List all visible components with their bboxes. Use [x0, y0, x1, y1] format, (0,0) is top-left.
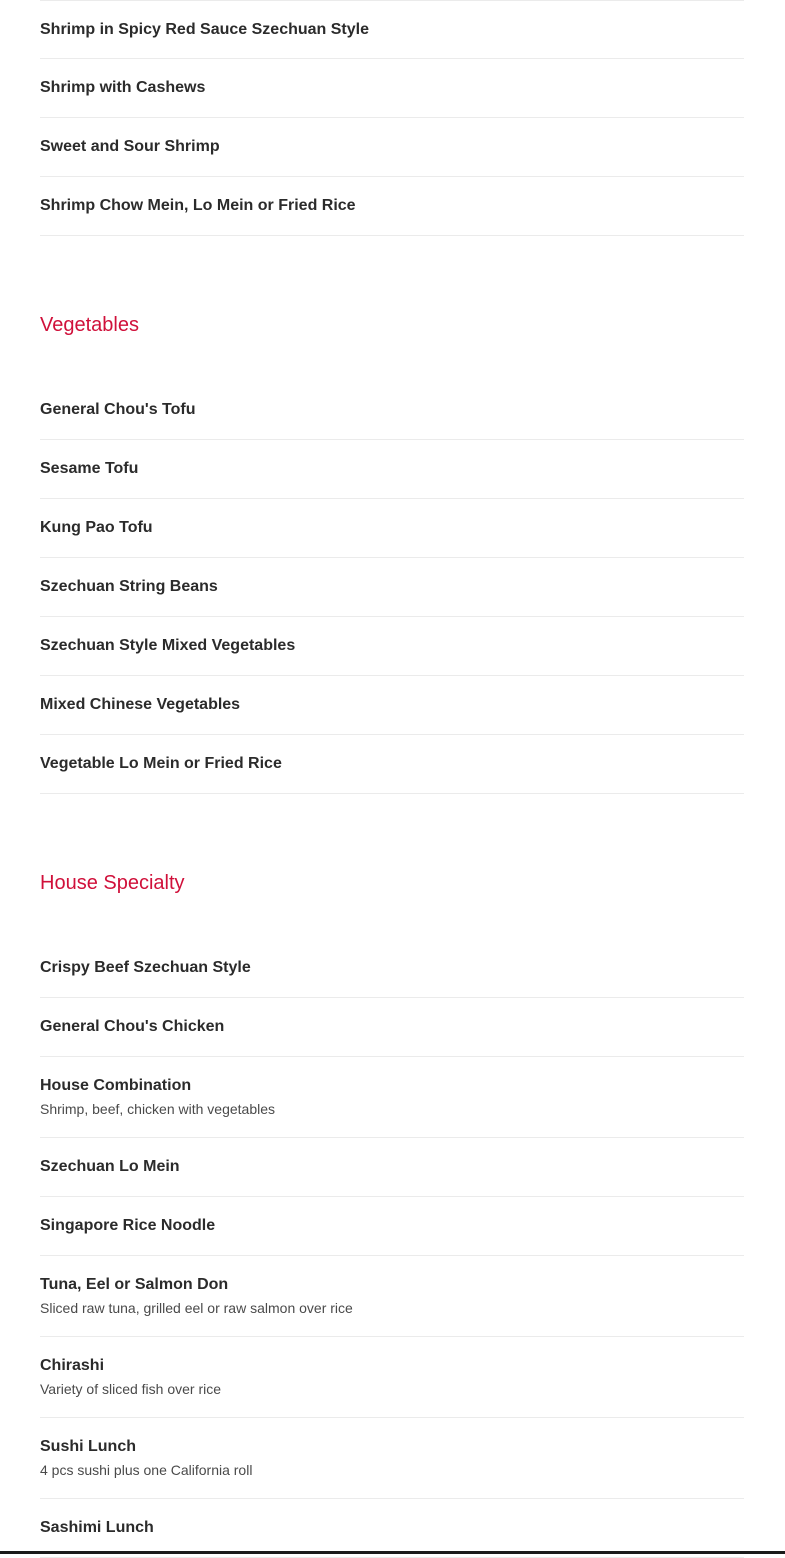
menu-item[interactable] [40, 59, 744, 118]
menu-item-name: Szechuan Style Mixed Vegetables [40, 637, 296, 654]
menu-item-name: Sesame Tofu [40, 460, 139, 477]
menu-item-name: Sushi Lunch [40, 1437, 136, 1455]
menu-item-name: Kung Pao Tofu [40, 519, 153, 536]
menu-page [40, 0, 744, 1558]
menu-item-name: Szechuan String Beans [40, 578, 218, 595]
section-title: House Specialty [40, 872, 185, 894]
menu-item-description: 4 pcs sushi plus one California roll [40, 1461, 253, 1478]
menu-item[interactable] [40, 1256, 744, 1337]
menu-item-name: General Chou's Tofu [40, 401, 196, 418]
menu-item[interactable] [40, 440, 744, 499]
menu-item[interactable] [40, 177, 744, 236]
shrimp-section [40, 0, 744, 236]
menu-item[interactable] [40, 558, 744, 617]
menu-item[interactable] [40, 1138, 744, 1197]
menu-item-name: General Chou's Chicken [40, 1018, 225, 1035]
menu-item[interactable] [40, 118, 744, 177]
menu-item-name: Tuna, Eel or Salmon Don [40, 1275, 229, 1293]
menu-item-name: Crispy Beef Szechuan Style [40, 959, 251, 976]
house-specialty-section [40, 871, 744, 1558]
menu-item-name: Sashimi Lunch [40, 1519, 154, 1536]
menu-item-name: Shrimp with Cashews [40, 79, 206, 96]
menu-item-name: Sweet and Sour Shrimp [40, 138, 220, 155]
menu-item[interactable] [40, 1197, 744, 1256]
menu-item[interactable] [40, 1337, 744, 1418]
menu-item-name: Mixed Chinese Vegetables [40, 696, 241, 713]
menu-item[interactable] [40, 1057, 744, 1138]
vegetables-section [40, 313, 744, 794]
menu-item-name: House Combination [40, 1076, 192, 1094]
menu-item-name: Szechuan Lo Mein [40, 1158, 180, 1175]
menu-item-name: Vegetable Lo Mein or Fried Rice [40, 755, 282, 772]
menu-item[interactable] [40, 617, 744, 676]
menu-item-description: Variety of sliced fish over rice [40, 1380, 222, 1397]
menu-item[interactable] [40, 735, 744, 794]
section-title: Vegetables [40, 314, 139, 336]
menu-item-description: Shrimp, beef, chicken with vegetables [40, 1100, 276, 1117]
menu-item-name: Singapore Rice Noodle [40, 1217, 216, 1234]
menu-item-name: Shrimp Chow Mein, Lo Mein or Fried Rice [40, 197, 356, 214]
menu-item[interactable] [40, 1418, 744, 1499]
menu-item[interactable] [40, 676, 744, 735]
menu-item[interactable] [40, 939, 744, 998]
menu-item-description: Sliced raw tuna, grilled eel or raw salmon over rice [40, 1299, 353, 1316]
menu-item[interactable] [40, 1499, 744, 1558]
menu-item-name: Shrimp in Spicy Red Sauce Szechuan Style [40, 20, 369, 38]
menu-item[interactable] [40, 998, 744, 1057]
menu-item-name: Chirashi [40, 1356, 105, 1374]
menu-item[interactable] [40, 381, 744, 440]
menu-item[interactable] [40, 499, 744, 558]
menu-item[interactable] [40, 0, 744, 59]
